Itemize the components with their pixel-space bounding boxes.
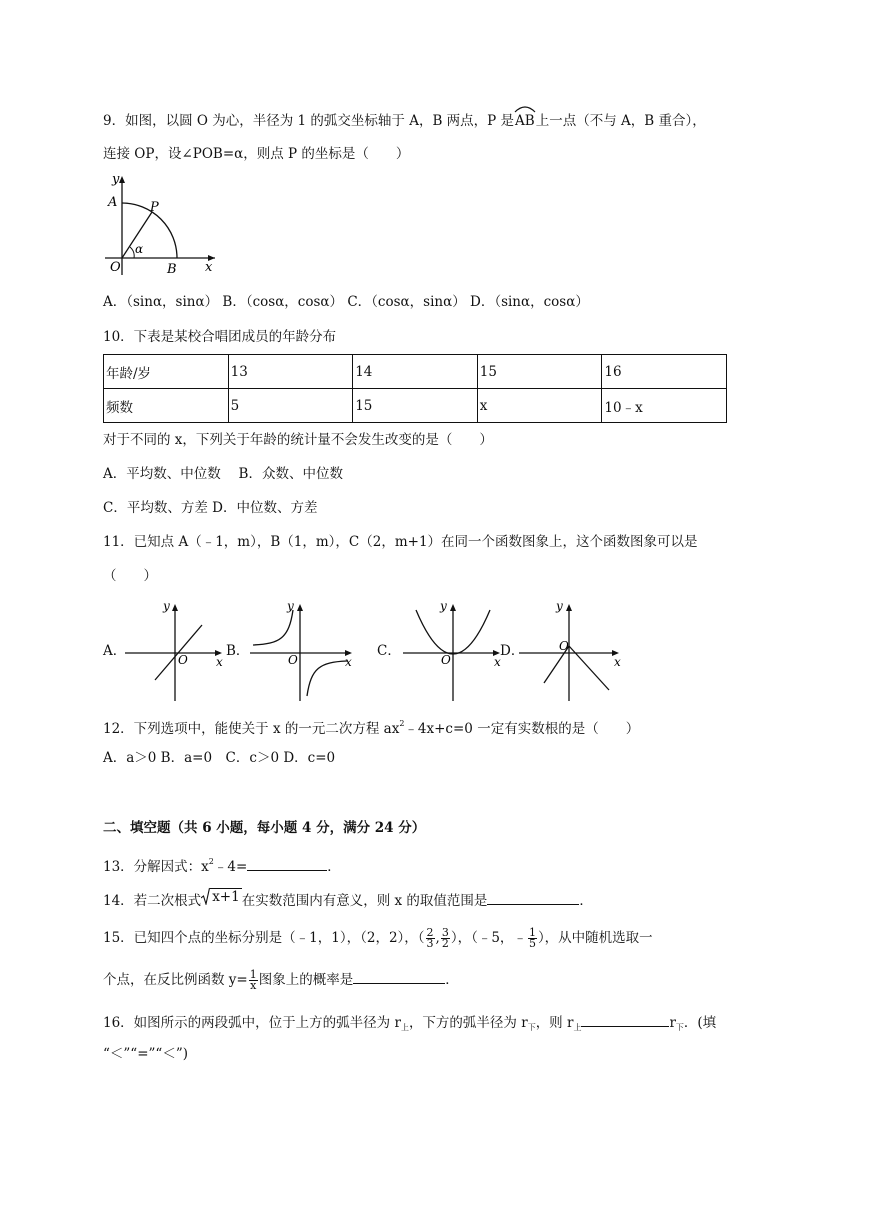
table-cell: 15 <box>477 355 602 389</box>
q11-a-o: O <box>178 653 188 667</box>
q11-label-c: C． <box>377 643 401 659</box>
table-cell: x <box>477 389 602 423</box>
q9-fig-b: B <box>167 262 177 277</box>
q11-graph-a <box>120 598 230 703</box>
q13-line <box>103 852 341 877</box>
q10-age-table <box>103 354 727 423</box>
q9-fig-y: y <box>112 172 120 187</box>
q10-question: 对于不同的 x，下列关于年龄的统计量不会发生改变的是（ ） <box>103 432 493 448</box>
q9-line2: 连接 OP，设∠POB=α，则点 P 的坐标是（ ） <box>103 146 410 162</box>
q9-fig-p: P <box>150 200 159 215</box>
q11-b-y: y <box>287 599 294 613</box>
q16-answer-blank[interactable] <box>581 1012 669 1027</box>
q14-radicand: x+1 <box>212 889 240 905</box>
table-cell: 频数 <box>104 389 229 423</box>
q15-text-line2b: 图象上的概率是 <box>258 972 354 988</box>
table-cell: 10﹣x <box>602 389 727 423</box>
q9-fig-o: O <box>110 260 121 275</box>
q9-line1 <box>103 111 706 131</box>
q15-comma: , <box>435 930 440 946</box>
q12-options: A．a＞0 B．a=0 C．c＞0 D．c=0 <box>103 750 336 766</box>
q11-b-x: x <box>345 655 352 669</box>
q11-label-b: B． <box>226 643 250 659</box>
q14-line <box>103 887 593 911</box>
q9-figure <box>100 170 225 280</box>
q10-title: 10．下表是某校合唱团成员的年龄分布 <box>103 329 337 345</box>
q11-a-y: y <box>163 599 170 613</box>
q10-options-2: C．平均数、方差 D．中位数、方差 <box>103 500 318 516</box>
table-cell: 16 <box>602 355 727 389</box>
q13-end: ． <box>327 859 341 875</box>
q15-frac-2: $\frac{3}{2}$ <box>441 926 449 950</box>
q15-frac-4: $\frac{1}{x}$ <box>249 968 257 992</box>
q16-sub-bottom-2: 下 <box>675 1023 684 1032</box>
q15-line2 <box>103 966 459 994</box>
q11-graph-d <box>514 598 629 703</box>
q9-fig-alpha: α <box>135 242 144 256</box>
q16-text-d: r <box>669 1015 676 1031</box>
table-row <box>104 355 727 389</box>
q9-options: A．（sinα，sinα） B．（cosα，cosα） C．（cosα，sinα） D．（sinα，cosα） <box>103 294 589 310</box>
section-title: 二、填空题（共 6 小题，每小题 4 分，满分 24 分） <box>103 820 426 836</box>
table-cell: 年龄/岁 <box>104 355 229 389</box>
q12-line <box>103 714 639 739</box>
q11-line1: 11．已知点 A（﹣1，m），B（1，m），C（2，m+1）在同一个函数图象上，这个函数图象可以是 <box>103 534 698 550</box>
q16-sub-top-2: 上 <box>573 1023 582 1032</box>
q12-text-b: ﹣4x+c=0 一定有实数根的是（ ） <box>404 721 640 737</box>
q9-text-b: 上一点（不与 A，B 重合）， <box>535 113 706 129</box>
q16-sub-top: 上 <box>400 1023 409 1032</box>
q11-label-d: D． <box>500 643 525 659</box>
q11-d-y: y <box>556 599 563 613</box>
q9-arc-ab: AB <box>514 111 536 131</box>
q11-a-x: x <box>216 655 223 669</box>
table-cell: 13 <box>228 355 353 389</box>
q15-answer-blank[interactable] <box>353 969 445 984</box>
table-row <box>104 389 727 423</box>
q15-frac-3: $\frac{1}{5}$ <box>528 926 536 950</box>
q11-c-y: y <box>440 599 447 613</box>
q16-text-c: ，则 r <box>535 1015 574 1031</box>
table-cell: 15 <box>353 389 478 423</box>
q15-text-line2a: 个点，在反比例函数 y= <box>103 972 248 988</box>
q11-label-a: A． <box>103 643 127 659</box>
q11-graph-b <box>245 598 360 703</box>
q13-text-b: ﹣4= <box>213 859 248 875</box>
q15-end: ． <box>445 972 459 988</box>
q16-text-a: 16．如图所示的两段弧中，位于上方的弧半径为 r <box>103 1015 401 1031</box>
q10-options-1: A．平均数、中位数 B．众数、中位数 <box>103 466 343 482</box>
q11-line2: （ ） <box>103 568 157 584</box>
q11-d-x: x <box>614 655 621 669</box>
q12-exponent: 2 <box>399 719 405 728</box>
q12-text-a: 12．下列选项中，能使关于 x 的一元二次方程 ax <box>103 721 400 737</box>
q11-c-x: x <box>494 655 501 669</box>
table-cell: 14 <box>353 355 478 389</box>
q11-b-o: O <box>288 653 298 667</box>
q16-line2: “＜”“=”“＜”) <box>103 1046 188 1062</box>
q13-text-a: 13．分解因式：x <box>103 859 209 875</box>
q13-answer-blank[interactable] <box>247 856 327 871</box>
q14-sqrt <box>201 887 242 905</box>
q9-fig-a: A <box>108 195 118 210</box>
q16-sub-bottom: 下 <box>527 1023 536 1032</box>
q16-text-b: ，下方的弧半径为 r <box>408 1015 528 1031</box>
q9-text-a: 9．如图，以圆 O 为心，半径为 1 的弧交坐标轴于 A，B 两点，P 是 <box>103 113 515 129</box>
q11-graph-c <box>398 598 508 703</box>
q16-text-e: ．(填 <box>683 1015 717 1031</box>
table-cell: 5 <box>228 389 353 423</box>
q11-d-o: O <box>559 639 569 653</box>
q14-end: ． <box>579 893 593 909</box>
q15-text-c: ），从中随机选取一 <box>537 930 653 946</box>
q14-text-b: 在实数范围内有意义，则 x 的取值范围是 <box>241 893 488 909</box>
q16-line1 <box>103 1012 716 1038</box>
q11-c-o: O <box>441 653 451 667</box>
q13-exponent: 2 <box>208 857 214 866</box>
q15-text-a: 15．已知四个点的坐标分别是（﹣1，1），（2，2），（ <box>103 930 425 946</box>
q14-text-a: 14．若二次根式 <box>103 893 202 909</box>
q15-frac-1: $\frac{2}{3}$ <box>426 926 434 950</box>
q15-text-b: ），（﹣5，﹣ <box>450 930 527 946</box>
q15-line1 <box>103 924 653 952</box>
q14-answer-blank[interactable] <box>487 890 579 905</box>
q9-fig-x: x <box>205 260 213 275</box>
